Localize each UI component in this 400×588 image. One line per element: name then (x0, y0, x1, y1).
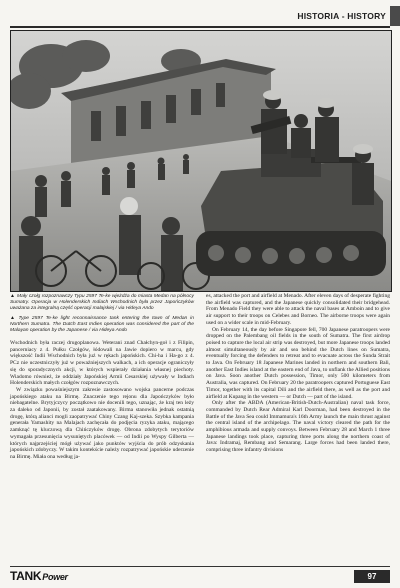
caption-text: Type 2597 Te-ke light reconnaissance tank entering the town of Medan in Northern Sumatra. The Dutch East Indies operation was considered the part of the Malayan operation by the Japanese / (10, 316, 194, 333)
article-paragraph: W związku powaśniejszym zakresie zastosowano wojska pancerne podczas japońskiego ataku na Birmę. Znaczenie tego rejonu dla Japończyków było niebagatelne. Brytyjczycy początkowo nie docenili tego, uznając, że kraj ten leży za daleko od Japonii, by został zaatakowany. Birma stanowiła jednak ostatnią drogę, którą alianci mogli zaopatrywać Chiny Czang Kaj-szeka. Szybka kampania generała Yamashity na Malajach zachęcała do podjęcia ryzyka ataku, mającego zamknąć tę kluczową dla Chińczyków drogę. Obrona zdobytych terytoriów wymagała przesunięcia wysuniętych placówek — od Indii po Wyspy Gilberta — których najprzejściej mógł używać jako punktów wyjścia do prób odzyskania japońskich zdobyczy. W takim kontekście należy rozpatrywać japońskie uderzenie na Birmę. Miała ona według ja- (10, 386, 194, 460)
triangle-marker-icon: ▲ (10, 315, 17, 321)
page-number: 97 (354, 570, 390, 583)
magazine-logo (10, 568, 68, 584)
street-scene-illustration (11, 31, 391, 291)
caption-credit: via Hideya Ando (91, 328, 128, 333)
article-paragraph: On February 14, the day before Singapore fell, 700 Japanese paratroopers were dropped on the Palembang oil fields in the south of Sumatra. The first airdrop poised to capture the local air strip was destroyed, but more Japanese troops landed almost simultaneously by air and sea behind the Dutch lines on Sumatra, eventually forcing the defenders to retreat and to evacuate across the Sunda Strait to Java. On February 18 Japanese Marines landed in northern and southern Bali, another East Indies island at the eastern end of Java, to unflank the Allied positions on Java. Soon another Dutch possession, Timor, only 500 kilometers from Australia, was captured. On February 20 the paratroopers captured Portuguese East Timor, together with its capital Dili and the airfield there, as well as the port and airfield at Kupang in the western — or Dutch — part of the island. (206, 326, 390, 400)
section-title: HISTORIA - HISTORY (293, 6, 390, 26)
right-column (206, 293, 390, 454)
photo-caption-polish (10, 293, 194, 312)
historical-photo (10, 30, 392, 292)
logo-sub-text: Power (42, 572, 68, 582)
article-paragraph: es, attacked the port and airfield at Menado. After eleven days of desperate fighting the airfield was captured, and the Japanese quickly consolidated their bridgehead. From Menado Field they were able to attack the naval bases at Amboin and to give air support to their troops on Celebes and Borneo. The airborne troops were again used on a wider scale in mid-February. (206, 293, 390, 326)
photo-caption-english (10, 315, 194, 334)
header-rule (10, 26, 390, 28)
triangle-marker-icon: ▲ (10, 293, 16, 299)
caption-text: Mały czołg rozpoznawczy Typu 2597 Te-ke wjeżdża do miasta Medan na północy Sumatry. Operacja w Holenderskich Indiach Wschodnich była przez Japończyków uważana za integralną część operacji malajskiej / (10, 294, 194, 311)
left-column (10, 293, 194, 461)
article-paragraph: Only after the ABDA (American-British-Dutch-Australian) naval task force, commanded by Dutch Rear Admiral Karl Doorman, had been destroyed in the Battle of the Java Sea could Immamura's 16th Army launch the main thrust against the central island of the archipelago. The naval victory cleared the path for the amphibious armada and supply convoys. Between February 28 and March 1 three Japanese landings took place, capturing three ports along the northern coast of Java: Indramaj, Rembang and Semarang. Large forces had been landed there, comprising three infantry divisions (206, 400, 390, 454)
caption-credit: via Hideya Ando (118, 306, 154, 311)
logo-main-text: TANK (10, 569, 42, 583)
footer-rule (10, 566, 390, 567)
article-paragraph: Wschodnich była raczej drugoplanowa. Weterani znad Chałchyn-goł i z Filipin, pancerniacy z 4. Pułku Czołgów, łódowali na Jawie dopiero w marcu, gdy większość Indii Wschodnich była już w rękach japońskich. Chi-ha i Ha-go z 4. PCz nie uczestniczyły już w poważniejszych walkach, a ich operacje ograniczyły się do sporadycznych akcji, w których wspierały działania własnej piechoty. Wiadomo również, że oddziały Japońskiej Armii Cesarskiej używały w Indiach Holenderskich małych czołgów rozpoznawczych. (10, 340, 194, 387)
